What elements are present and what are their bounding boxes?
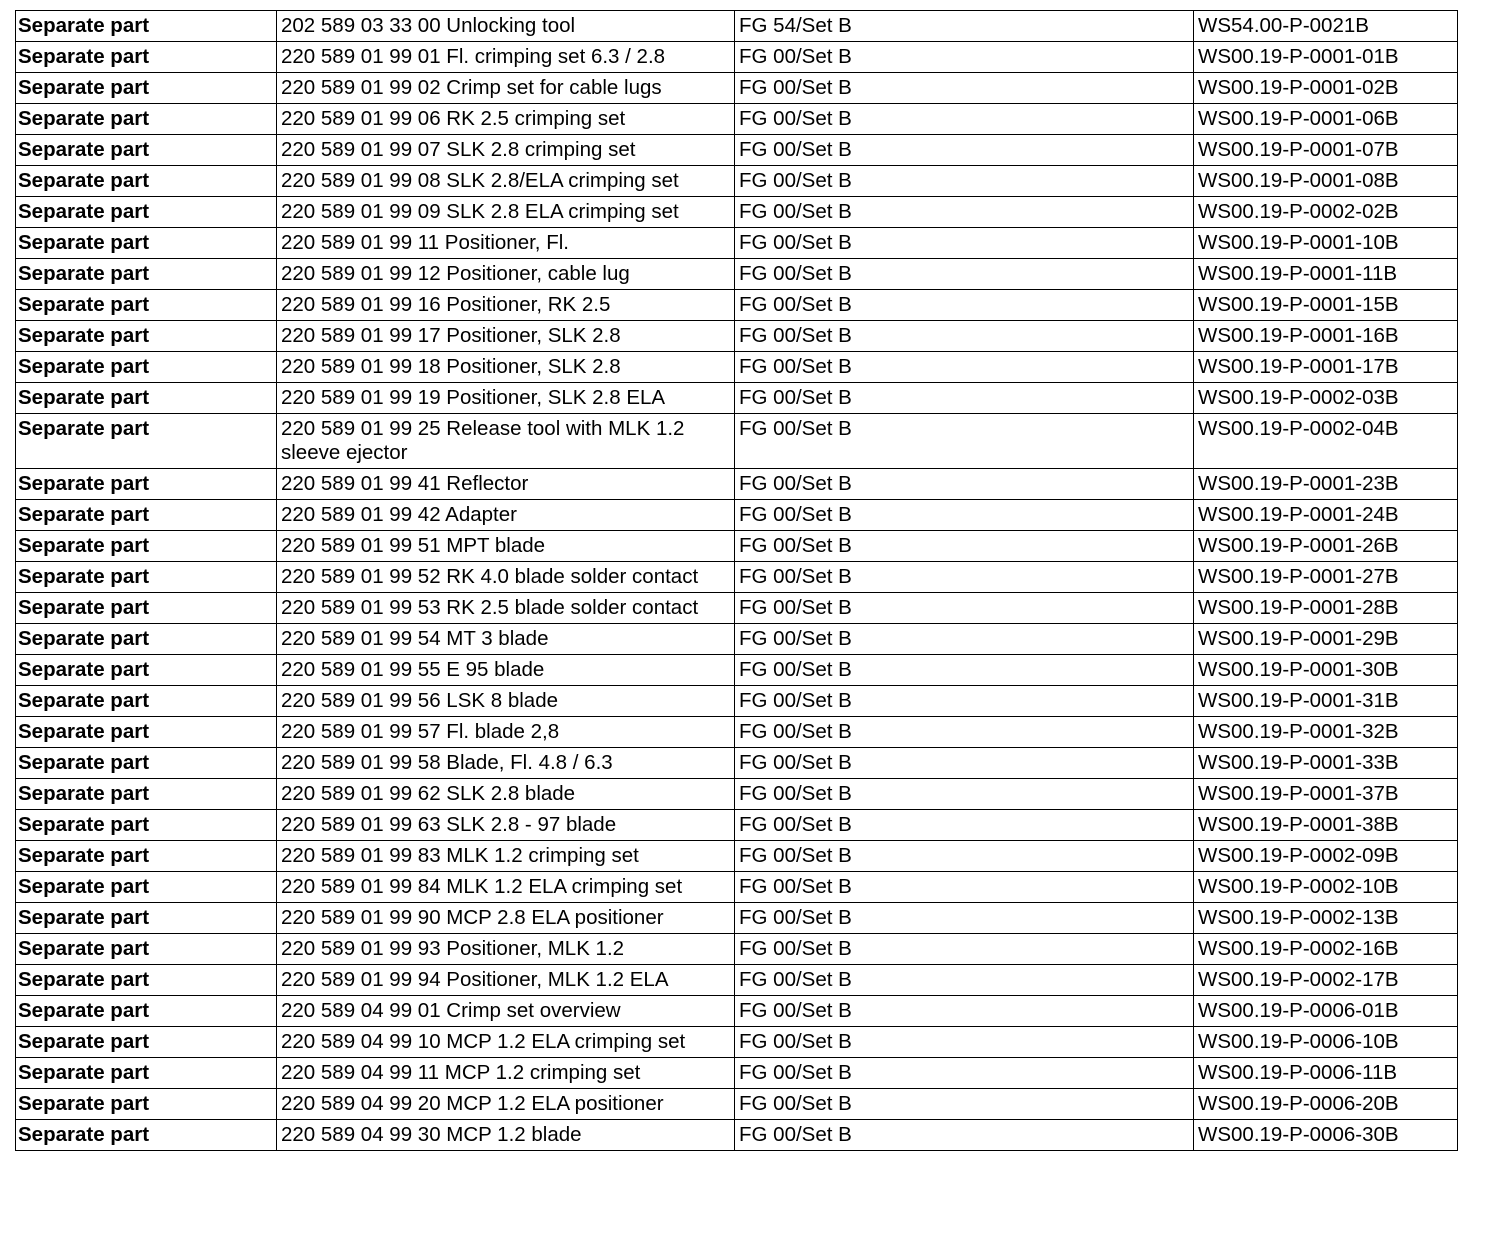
function-group-cell: FG 00/Set B: [735, 903, 1194, 934]
function-group-cell: FG 00/Set B: [735, 841, 1194, 872]
document-number-cell: WS00.19-P-0001-26B: [1194, 531, 1458, 562]
part-type-cell: Separate part: [16, 1089, 277, 1120]
table-row: [16, 593, 1458, 624]
part-type-cell: Separate part: [16, 841, 277, 872]
function-group-cell: FG 00/Set B: [735, 352, 1194, 383]
document-number-cell: WS00.19-P-0001-15B: [1194, 290, 1458, 321]
document-number-cell: WS00.19-P-0001-32B: [1194, 717, 1458, 748]
part-type-cell: Separate part: [16, 686, 277, 717]
document-number-cell: WS00.19-P-0001-24B: [1194, 500, 1458, 531]
document-number-cell: WS00.19-P-0002-10B: [1194, 872, 1458, 903]
part-description-cell: 220 589 04 99 11 MCP 1.2 crimping set: [277, 1058, 735, 1089]
document-number-cell: WS00.19-P-0001-02B: [1194, 73, 1458, 104]
table-row: [16, 166, 1458, 197]
part-description-cell: 220 589 01 99 63 SLK 2.8 - 97 blade: [277, 810, 735, 841]
table-row: [16, 1058, 1458, 1089]
parts-table-body: [16, 11, 1458, 1151]
part-type-cell: Separate part: [16, 135, 277, 166]
part-description-cell: 220 589 01 99 16 Positioner, RK 2.5: [277, 290, 735, 321]
part-description-cell: 220 589 01 99 54 MT 3 blade: [277, 624, 735, 655]
document-number-cell: WS00.19-P-0001-30B: [1194, 655, 1458, 686]
table-row: [16, 903, 1458, 934]
part-type-cell: Separate part: [16, 42, 277, 73]
part-description-cell: 220 589 01 99 06 RK 2.5 crimping set: [277, 104, 735, 135]
document-number-cell: WS00.19-P-0001-16B: [1194, 321, 1458, 352]
table-row: [16, 414, 1458, 469]
function-group-cell: FG 00/Set B: [735, 748, 1194, 779]
function-group-cell: FG 00/Set B: [735, 1027, 1194, 1058]
function-group-cell: FG 00/Set B: [735, 996, 1194, 1027]
function-group-cell: FG 00/Set B: [735, 779, 1194, 810]
part-description-cell: 202 589 03 33 00 Unlocking tool: [277, 11, 735, 42]
part-type-cell: Separate part: [16, 197, 277, 228]
part-type-cell: Separate part: [16, 655, 277, 686]
function-group-cell: FG 00/Set B: [735, 383, 1194, 414]
table-row: [16, 73, 1458, 104]
function-group-cell: FG 00/Set B: [735, 414, 1194, 469]
document-number-cell: WS00.19-P-0001-37B: [1194, 779, 1458, 810]
document-number-cell: WS00.19-P-0006-11B: [1194, 1058, 1458, 1089]
part-type-cell: Separate part: [16, 903, 277, 934]
function-group-cell: FG 00/Set B: [735, 135, 1194, 166]
part-description-cell: 220 589 01 99 57 Fl. blade 2,8: [277, 717, 735, 748]
parts-table: [15, 10, 1458, 1151]
part-description-cell: 220 589 01 99 58 Blade, Fl. 4.8 / 6.3: [277, 748, 735, 779]
table-row: [16, 500, 1458, 531]
function-group-cell: FG 00/Set B: [735, 1058, 1194, 1089]
table-row: [16, 779, 1458, 810]
document-number-cell: WS00.19-P-0001-10B: [1194, 228, 1458, 259]
document-number-cell: WS00.19-P-0006-01B: [1194, 996, 1458, 1027]
function-group-cell: FG 54/Set B: [735, 11, 1194, 42]
table-row: [16, 562, 1458, 593]
document-number-cell: WS00.19-P-0002-03B: [1194, 383, 1458, 414]
function-group-cell: FG 00/Set B: [735, 655, 1194, 686]
table-row: [16, 352, 1458, 383]
table-row: [16, 934, 1458, 965]
table-row: [16, 686, 1458, 717]
part-description-cell: 220 589 01 99 01 Fl. crimping set 6.3 / 2.8: [277, 42, 735, 73]
part-description-cell: 220 589 01 99 51 MPT blade: [277, 531, 735, 562]
part-description-cell: 220 589 01 99 52 RK 4.0 blade solder contact: [277, 562, 735, 593]
document-number-cell: WS00.19-P-0001-17B: [1194, 352, 1458, 383]
document-number-cell: WS00.19-P-0001-06B: [1194, 104, 1458, 135]
table-row: [16, 259, 1458, 290]
table-row: [16, 321, 1458, 352]
part-type-cell: Separate part: [16, 965, 277, 996]
table-row: [16, 841, 1458, 872]
table-row: [16, 996, 1458, 1027]
part-type-cell: Separate part: [16, 469, 277, 500]
function-group-cell: FG 00/Set B: [735, 1120, 1194, 1151]
table-row: [16, 872, 1458, 903]
part-type-cell: Separate part: [16, 290, 277, 321]
function-group-cell: FG 00/Set B: [735, 1089, 1194, 1120]
function-group-cell: FG 00/Set B: [735, 42, 1194, 73]
part-type-cell: Separate part: [16, 717, 277, 748]
part-type-cell: Separate part: [16, 166, 277, 197]
part-description-cell: 220 589 01 99 09 SLK 2.8 ELA crimping set: [277, 197, 735, 228]
document-number-cell: WS00.19-P-0001-38B: [1194, 810, 1458, 841]
part-description-cell: 220 589 01 99 17 Positioner, SLK 2.8: [277, 321, 735, 352]
document-number-cell: WS00.19-P-0006-30B: [1194, 1120, 1458, 1151]
part-type-cell: Separate part: [16, 531, 277, 562]
function-group-cell: FG 00/Set B: [735, 73, 1194, 104]
part-description-cell: 220 589 01 99 93 Positioner, MLK 1.2: [277, 934, 735, 965]
part-description-cell: 220 589 01 99 55 E 95 blade: [277, 655, 735, 686]
table-row: [16, 1027, 1458, 1058]
table-row: [16, 228, 1458, 259]
table-row: [16, 748, 1458, 779]
part-type-cell: Separate part: [16, 228, 277, 259]
part-description-cell: 220 589 01 99 83 MLK 1.2 crimping set: [277, 841, 735, 872]
part-type-cell: Separate part: [16, 383, 277, 414]
part-type-cell: Separate part: [16, 321, 277, 352]
table-row: [16, 531, 1458, 562]
part-description-cell: 220 589 01 99 42 Adapter: [277, 500, 735, 531]
table-row: [16, 42, 1458, 73]
function-group-cell: FG 00/Set B: [735, 872, 1194, 903]
table-row: [16, 197, 1458, 228]
part-type-cell: Separate part: [16, 624, 277, 655]
document-number-cell: WS54.00-P-0021B: [1194, 11, 1458, 42]
part-type-cell: Separate part: [16, 352, 277, 383]
function-group-cell: FG 00/Set B: [735, 500, 1194, 531]
part-description-cell: 220 589 01 99 94 Positioner, MLK 1.2 ELA: [277, 965, 735, 996]
function-group-cell: FG 00/Set B: [735, 228, 1194, 259]
document-number-cell: WS00.19-P-0002-16B: [1194, 934, 1458, 965]
document-number-cell: WS00.19-P-0001-07B: [1194, 135, 1458, 166]
function-group-cell: FG 00/Set B: [735, 197, 1194, 228]
function-group-cell: FG 00/Set B: [735, 593, 1194, 624]
document-number-cell: WS00.19-P-0002-13B: [1194, 903, 1458, 934]
table-row: [16, 655, 1458, 686]
table-row: [16, 469, 1458, 500]
table-row: [16, 290, 1458, 321]
table-row: [16, 11, 1458, 42]
table-row: [16, 965, 1458, 996]
part-description-cell: 220 589 04 99 20 MCP 1.2 ELA positioner: [277, 1089, 735, 1120]
document-number-cell: WS00.19-P-0001-08B: [1194, 166, 1458, 197]
part-description-cell: 220 589 01 99 53 RK 2.5 blade solder contact: [277, 593, 735, 624]
document-number-cell: WS00.19-P-0001-27B: [1194, 562, 1458, 593]
part-description-cell: 220 589 01 99 41 Reflector: [277, 469, 735, 500]
table-row: [16, 383, 1458, 414]
document-number-cell: WS00.19-P-0001-33B: [1194, 748, 1458, 779]
part-type-cell: Separate part: [16, 934, 277, 965]
table-row: [16, 717, 1458, 748]
part-description-cell: 220 589 01 99 11 Positioner, Fl.: [277, 228, 735, 259]
part-description-cell: 220 589 01 99 90 MCP 2.8 ELA positioner: [277, 903, 735, 934]
part-description-cell: 220 589 04 99 01 Crimp set overview: [277, 996, 735, 1027]
document-number-cell: WS00.19-P-0001-29B: [1194, 624, 1458, 655]
part-type-cell: Separate part: [16, 1027, 277, 1058]
table-row: [16, 810, 1458, 841]
table-row: [16, 624, 1458, 655]
document-number-cell: WS00.19-P-0002-17B: [1194, 965, 1458, 996]
function-group-cell: FG 00/Set B: [735, 166, 1194, 197]
part-type-cell: Separate part: [16, 104, 277, 135]
function-group-cell: FG 00/Set B: [735, 562, 1194, 593]
part-type-cell: Separate part: [16, 872, 277, 903]
table-row: [16, 1120, 1458, 1151]
part-type-cell: Separate part: [16, 996, 277, 1027]
part-description-cell: 220 589 01 99 02 Crimp set for cable lugs: [277, 73, 735, 104]
document-number-cell: WS00.19-P-0001-31B: [1194, 686, 1458, 717]
part-type-cell: Separate part: [16, 593, 277, 624]
document-number-cell: WS00.19-P-0006-20B: [1194, 1089, 1458, 1120]
part-type-cell: Separate part: [16, 259, 277, 290]
part-type-cell: Separate part: [16, 1058, 277, 1089]
function-group-cell: FG 00/Set B: [735, 686, 1194, 717]
part-type-cell: Separate part: [16, 748, 277, 779]
document-number-cell: WS00.19-P-0006-10B: [1194, 1027, 1458, 1058]
document-number-cell: WS00.19-P-0001-01B: [1194, 42, 1458, 73]
function-group-cell: FG 00/Set B: [735, 290, 1194, 321]
part-type-cell: Separate part: [16, 1120, 277, 1151]
document-number-cell: WS00.19-P-0002-09B: [1194, 841, 1458, 872]
function-group-cell: FG 00/Set B: [735, 469, 1194, 500]
part-description-cell: 220 589 01 99 62 SLK 2.8 blade: [277, 779, 735, 810]
table-row: [16, 1089, 1458, 1120]
part-type-cell: Separate part: [16, 810, 277, 841]
part-description-cell: 220 589 01 99 07 SLK 2.8 crimping set: [277, 135, 735, 166]
function-group-cell: FG 00/Set B: [735, 259, 1194, 290]
part-description-cell: 220 589 01 99 25 Release tool with MLK 1.2 sleeve ejector: [277, 414, 735, 469]
function-group-cell: FG 00/Set B: [735, 717, 1194, 748]
table-row: [16, 104, 1458, 135]
part-description-cell: 220 589 01 99 84 MLK 1.2 ELA crimping set: [277, 872, 735, 903]
document-number-cell: WS00.19-P-0001-28B: [1194, 593, 1458, 624]
document-number-cell: WS00.19-P-0002-02B: [1194, 197, 1458, 228]
document-number-cell: WS00.19-P-0001-11B: [1194, 259, 1458, 290]
part-type-cell: Separate part: [16, 779, 277, 810]
function-group-cell: FG 00/Set B: [735, 810, 1194, 841]
function-group-cell: FG 00/Set B: [735, 934, 1194, 965]
document-number-cell: WS00.19-P-0002-04B: [1194, 414, 1458, 469]
function-group-cell: FG 00/Set B: [735, 624, 1194, 655]
document-number-cell: WS00.19-P-0001-23B: [1194, 469, 1458, 500]
part-type-cell: Separate part: [16, 11, 277, 42]
function-group-cell: FG 00/Set B: [735, 104, 1194, 135]
part-type-cell: Separate part: [16, 500, 277, 531]
part-type-cell: Separate part: [16, 562, 277, 593]
part-description-cell: 220 589 01 99 12 Positioner, cable lug: [277, 259, 735, 290]
function-group-cell: FG 00/Set B: [735, 531, 1194, 562]
part-description-cell: 220 589 01 99 08 SLK 2.8/ELA crimping set: [277, 166, 735, 197]
part-description-cell: 220 589 04 99 10 MCP 1.2 ELA crimping set: [277, 1027, 735, 1058]
part-description-cell: 220 589 01 99 19 Positioner, SLK 2.8 ELA: [277, 383, 735, 414]
part-type-cell: Separate part: [16, 414, 277, 469]
part-description-cell: 220 589 01 99 18 Positioner, SLK 2.8: [277, 352, 735, 383]
table-row: [16, 135, 1458, 166]
part-description-cell: 220 589 04 99 30 MCP 1.2 blade: [277, 1120, 735, 1151]
part-description-cell: 220 589 01 99 56 LSK 8 blade: [277, 686, 735, 717]
part-type-cell: Separate part: [16, 73, 277, 104]
function-group-cell: FG 00/Set B: [735, 965, 1194, 996]
function-group-cell: FG 00/Set B: [735, 321, 1194, 352]
